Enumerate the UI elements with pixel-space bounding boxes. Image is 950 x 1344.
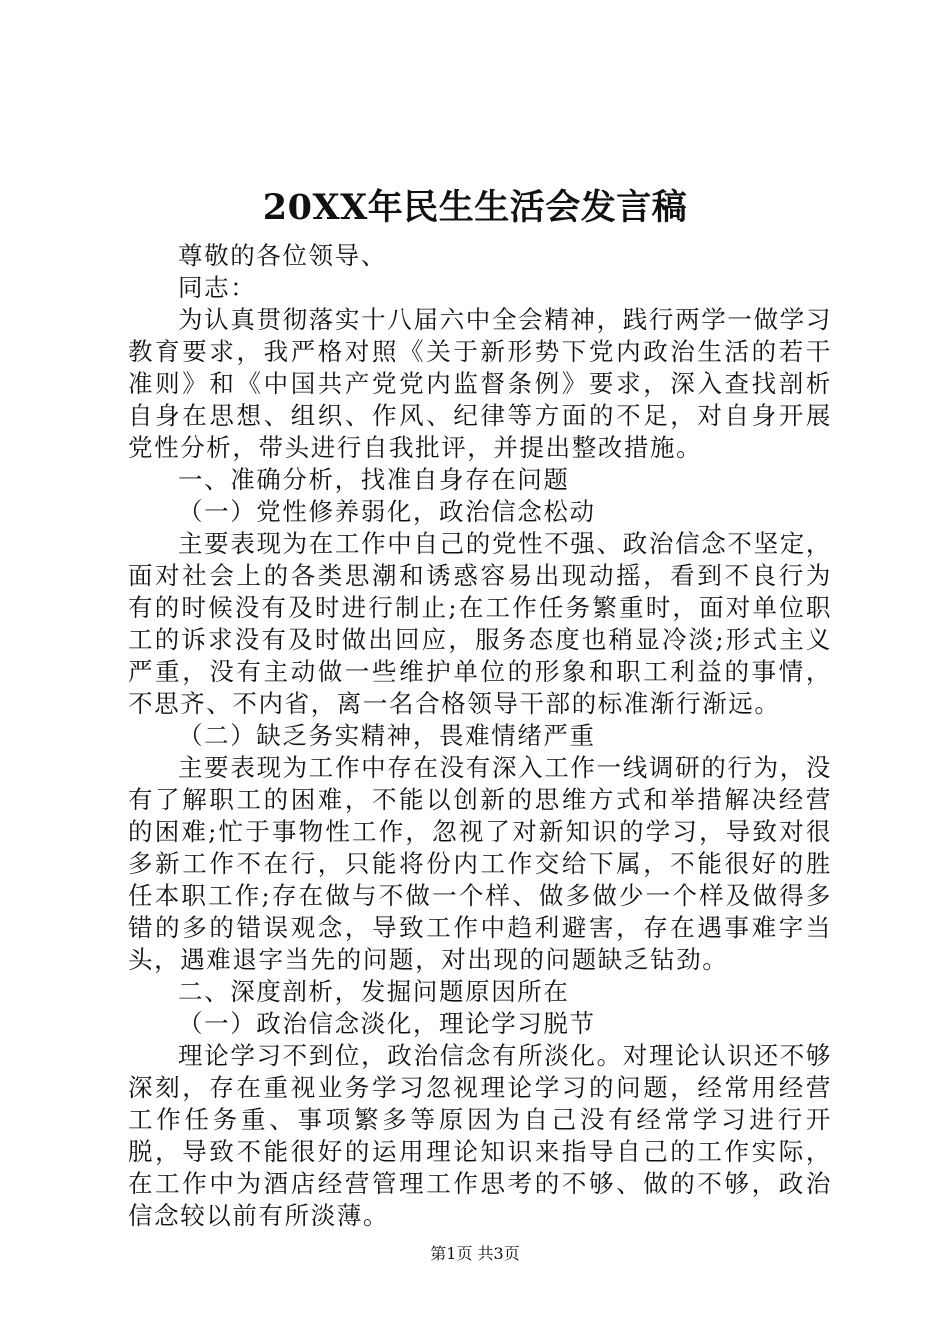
body-paragraph-2-1: 理论学习不到位，政治信念有所淡化。对理论认识还不够深刻，存在重视业务学习忽视理论学习的问题，经常用经营工作任务重、事项繁多等原因为自己没有经常学习进行开脱，导致不能很好的运用理论知识来指导自己的工作实际，在工作中为酒店经营管理工作思考的不够、做的不够，政治信念较以前有所淡薄。 [128,1041,832,1230]
document-title: 20XX年民生生活会发言稿 [262,187,688,228]
subsection-heading-2-1: （一）政治信念淡化，理论学习脱节 [178,1009,596,1038]
intro-paragraph: 为认真贯彻落实十八届六中全会精神，践行两学一做学习教育要求，我严格对照《关于新形势下党内政治生活的若干准则》和《中国共产党党内监督条例》要求，深入查找剖析自身在思想、组织、作风、纪律等方面的不足，对自身开展党性分析，带头进行自我批评，并提出整改措施。 [128,305,832,462]
document-body [128,240,832,1232]
page-footer: 第1页 共3页 [430,1244,520,1263]
section-heading-2: 二、深度剖析，发掘问题原因所在 [178,977,570,1006]
salutation-line-2: 同志： [178,273,257,302]
subsection-heading-1-2: （二）缺乏务实精神，畏难情绪严重 [178,721,596,750]
salutation-line-1: 尊敬的各位领导、 [178,241,387,270]
section-heading-1: 一、准确分析，找准自身存在问题 [178,465,570,494]
subsection-heading-1-1: （一）党性修养弱化，政治信念松动 [178,497,596,526]
body-paragraph-1-2: 主要表现为工作中存在没有深入工作一线调研的行为，没有了解职工的困难，不能以创新的思维方式和举措解决经营的困难;忙于事物性工作，忽视了对新知识的学习，导致对很多新工作不在行，只能将份内工作交给下属，不能很好的胜任本职工作;存在做与不做一个样、做多做少一个样及做得多错的多的错误观念，导致工作中趋利避害，存在遇事难字当头，遇难退字当先的问题，对出现的问题缺乏钻劲。 [128,753,832,974]
body-paragraph-1-1: 主要表现为在工作中自己的党性不强、政治信念不坚定，面对社会上的各类思潮和诱惑容易出现动摇，看到不良行为有的时候没有及时进行制止;在工作任务繁重时，面对单位职工的诉求没有及时做出回应，服务态度也稍显冷淡;形式主义严重，没有主动做一些维护单位的形象和职工利益的事情，不思齐、不内省，离一名合格领导干部的标准渐行渐远。 [128,529,832,718]
